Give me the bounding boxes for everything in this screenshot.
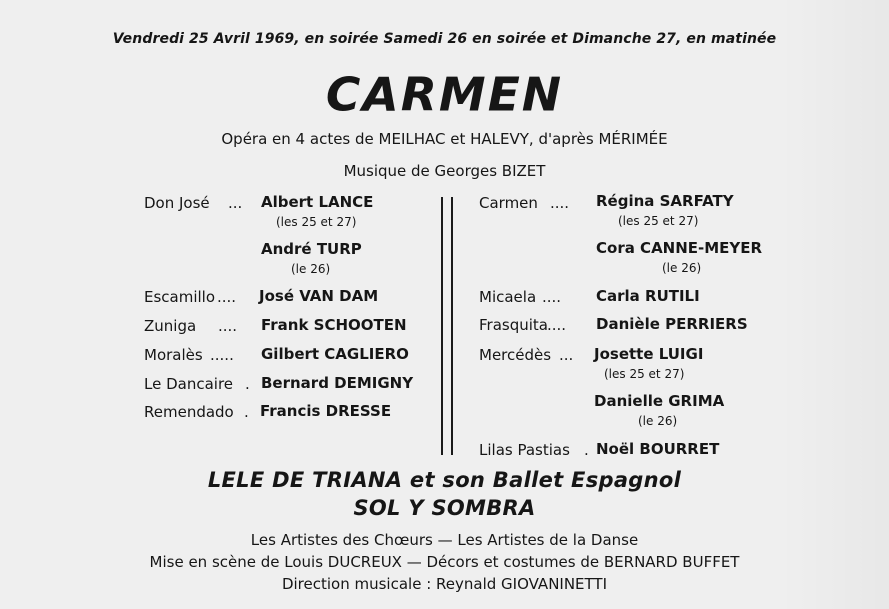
cast-dots: .... <box>217 288 237 306</box>
ballet-name: SOL Y SOMBRA <box>353 496 536 520</box>
cast-singer: Josette LUIGI <box>594 345 704 363</box>
opera-subtitle: Opéra en 4 actes de MEILHAC et HALEVY, d'après MÉRIMÉE <box>221 130 668 148</box>
cast-role: Zuniga <box>144 317 197 335</box>
cast-singer: Danielle GRIMA <box>594 392 725 410</box>
cast-role: Lilas Pastias <box>479 441 570 459</box>
cast-dots: .... <box>547 316 567 334</box>
column-divider-right <box>451 197 453 455</box>
direction-credit: Direction musicale : Reynald GIOVANINETTI <box>281 575 608 593</box>
cast-role: Mercédès <box>479 346 552 364</box>
cast-note: (les 25 et 27) <box>276 215 357 229</box>
cast-singer: Gilbert CAGLIERO <box>261 345 409 363</box>
cast-role: Escamillo <box>144 288 216 306</box>
cast-note: (les 25 et 27) <box>604 367 685 381</box>
cast-dots: ..... <box>210 346 234 364</box>
column-divider-left <box>441 197 443 455</box>
cast-role: Le Dancaire <box>144 375 234 393</box>
cast-role: Moralès <box>144 346 203 364</box>
cast-role: Micaela <box>479 288 537 306</box>
cast-note: (le 26) <box>291 262 331 276</box>
cast-dots: . <box>584 441 589 459</box>
cast-dots: .... <box>550 194 570 212</box>
cast-role: Remendado <box>144 403 234 421</box>
cast-singer: Frank SCHOOTEN <box>261 316 407 334</box>
cast-note: (les 25 et 27) <box>618 214 699 228</box>
music-credit: Musique de Georges BIZET <box>343 162 546 180</box>
ballet-company: LELE DE TRIANA et son Ballet Espagnol <box>207 468 682 492</box>
cast-singer: Albert LANCE <box>261 193 374 211</box>
cast-role: Frasquita <box>479 316 548 334</box>
cast-note: (le 26) <box>662 261 702 275</box>
cast-singer: Francis DRESSE <box>260 402 392 420</box>
cast-dots: .... <box>218 317 238 335</box>
cast-singer: Régina SARFATY <box>596 192 734 210</box>
cast-singer: Bernard DEMIGNY <box>261 374 414 392</box>
cast-dots: . <box>244 403 249 421</box>
cast-dots: ... <box>228 194 243 212</box>
cast-singer: André TURP <box>261 240 362 258</box>
cast-role: Carmen <box>479 194 538 212</box>
chorus-credit: Les Artistes des Chœurs — Les Artistes de la Danse <box>250 531 639 549</box>
cast-singer: Carla RUTILI <box>596 287 700 305</box>
cast-dots: . <box>245 375 250 393</box>
cast-dots: ... <box>559 346 574 364</box>
cast-singer: José VAN DAM <box>259 287 379 305</box>
cast-singer: Cora CANNE-MEYER <box>596 239 763 257</box>
cast-singer: Noël BOURRET <box>596 440 720 458</box>
cast-role: Don José <box>144 194 210 212</box>
cast-note: (le 26) <box>638 414 678 428</box>
staging-credit: Mise en scène de Louis DUCREUX — Décors et costumes de BERNARD BUFFET <box>149 553 740 571</box>
cast-dots: .... <box>542 288 562 306</box>
opera-title: CARMEN <box>325 68 564 123</box>
cast-singer: Danièle PERRIERS <box>596 315 748 333</box>
performance-dates: Vendredi 25 Avril 1969, en soirée Samedi 26 en soirée et Dimanche 27, en matinée <box>112 31 777 47</box>
